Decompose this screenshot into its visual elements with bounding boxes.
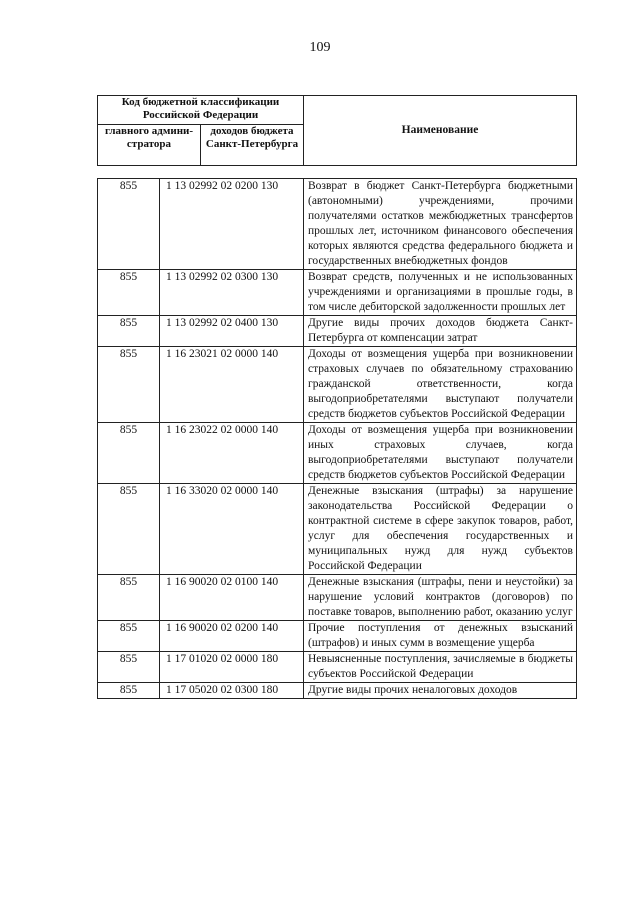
header-table [97, 95, 577, 166]
income-code-cell: 1 16 33020 02 0000 140 [160, 484, 304, 575]
admin-code-cell: 855 [98, 347, 160, 423]
name-cell: Возврат средств, полученных и не использованных учреждениями и организациями в прошлые годы, в том числе дебиторской задолженности прошлых лет [304, 270, 577, 316]
admin-code-cell: 855 [98, 179, 160, 270]
name-cell: Доходы от возмещения ущерба при возникновении иных страховых случаев, когда выгодоприобретателями выступают получатели средств бюджетов субъектов Российской Федерации [304, 423, 577, 484]
page-number: 109 [309, 40, 331, 55]
table-row [98, 270, 577, 316]
income-code-cell: 1 16 23021 02 0000 140 [160, 347, 304, 423]
income-code-cell: 1 13 02992 02 0300 130 [160, 270, 304, 316]
name-cell: Другие виды прочих неналоговых доходов [304, 683, 577, 699]
name-cell: Другие виды прочих доходов бюджета Санкт-Петербурга от компенсации затрат [304, 316, 577, 347]
codes-table [97, 178, 577, 699]
table-row [98, 621, 577, 652]
income-column-header: доходов бюджета Санкт-Петербурга [201, 125, 304, 166]
income-code-cell: 1 16 90020 02 0100 140 [160, 575, 304, 621]
table-row [98, 575, 577, 621]
name-cell: Возврат в бюджет Санкт-Петербурга бюджетными (автономными) учреждениями, прочими получателями остатков межбюджетных трансфертов прошлых лет, источником финансового обеспечения которых являются средства федерального бюджета и государственных внебюджетных фондов [304, 179, 577, 270]
table-row [98, 484, 577, 575]
admin-code-cell: 855 [98, 423, 160, 484]
income-code-cell: 1 16 90020 02 0200 140 [160, 621, 304, 652]
income-code-cell: 1 13 02992 02 0200 130 [160, 179, 304, 270]
admin-code-cell: 855 [98, 652, 160, 683]
budget-code-group-header: Код бюджетной классификации Российской Федерации [98, 96, 304, 125]
name-cell: Доходы от возмещения ущерба при возникновении страховых случаев по обязательному страхованию гражданской ответственности, когда выгодоприобретателями выступают получатели средств бюджетов субъектов Российской Федерации [304, 347, 577, 423]
admin-code-cell: 855 [98, 621, 160, 652]
income-code-cell: 1 17 01020 02 0000 180 [160, 652, 304, 683]
name-cell: Невыясненные поступления, зачисляемые в бюджеты субъектов Российской Федерации [304, 652, 577, 683]
income-code-cell: 1 13 02992 02 0400 130 [160, 316, 304, 347]
admin-code-cell: 855 [98, 316, 160, 347]
income-code-cell: 1 17 05020 02 0300 180 [160, 683, 304, 699]
name-column-header: Наименование [304, 96, 577, 166]
table-row [98, 423, 577, 484]
admin-column-header: главного админи-стратора [98, 125, 201, 166]
table-row [98, 347, 577, 423]
table-row [98, 683, 577, 699]
admin-code-cell: 855 [98, 484, 160, 575]
name-cell: Прочие поступления от денежных взысканий (штрафов) и иных сумм в возмещение ущерба [304, 621, 577, 652]
admin-code-cell: 855 [98, 270, 160, 316]
table-row [98, 179, 577, 270]
name-cell: Денежные взыскания (штрафы, пени и неустойки) за нарушение условий контрактов (договоров) по поставке товаров, выполнению работ, оказанию услуг [304, 575, 577, 621]
codes-table-body [98, 179, 577, 699]
admin-code-cell: 855 [98, 575, 160, 621]
name-cell: Денежные взыскания (штрафы) за нарушение законодательства Российской Федерации о контрактной системе в сфере закупок товаров, работ, услуг для обеспечения государственных и муниципальных нужд для нужд субъектов Российской Федерации [304, 484, 577, 575]
income-code-cell: 1 16 23022 02 0000 140 [160, 423, 304, 484]
table-row [98, 652, 577, 683]
admin-code-cell: 855 [98, 683, 160, 699]
table-row [98, 316, 577, 347]
